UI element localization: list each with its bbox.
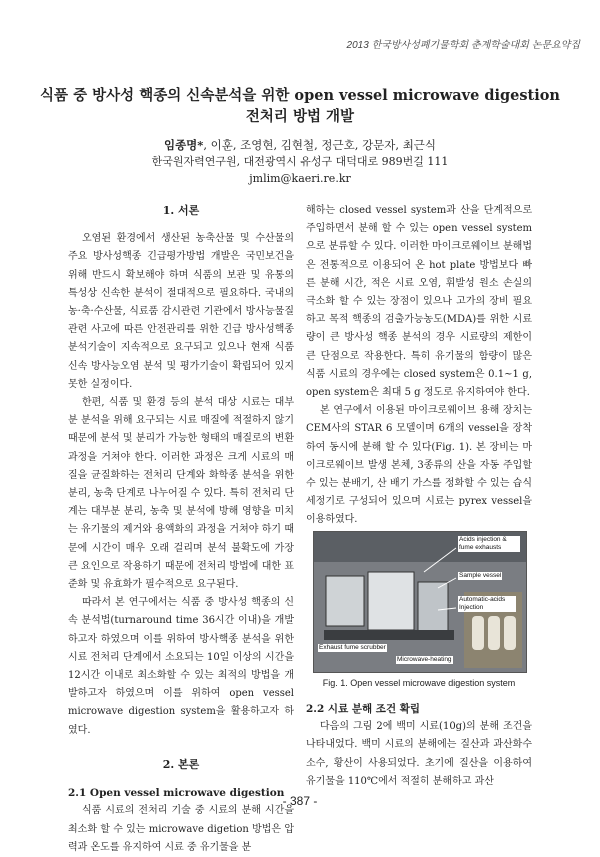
author-email: jmlim@kaeri.re.kr	[249, 172, 351, 185]
subsection-2-1-paragraph: 식품 시료의 전처리 기술 중 시료의 분해 시간을 최소화 할 수 있는 microwave digetion 방법은 압력과 온도를 유지하여 시료 중 유기물을 분	[68, 805, 294, 853]
subsection-heading-2-1: 2.1 Open vessel microwave digestion	[68, 787, 285, 800]
label-acids-injection: Acids injection & fume exhausts	[458, 536, 520, 552]
right-paragraph-2: 본 연구에서 이용된 마이크로웨이브 용해 장치는 CEM사의 STAR 6 모델이며 6개의 vessel을 장착하여 동시에 분해 할 수 있다(Fig. 1). 본 장비는 마이크로웨이브 발생 본체, 3종류의 산을 자동 주입할 수 있는 분배기, 산 배기 가스를 정화할 수 있는 습식세정기로 구성되어 있으며 시료는 pyrex vessel을 이용하였다.	[306, 405, 532, 526]
section-heading-introduction: 1. 서론	[162, 204, 200, 217]
co-authors: , 이훈, 조영현, 김현철, 정근호, 강문자, 최근식	[203, 138, 437, 152]
intro-paragraph-3: 따라서 본 연구에서는 식품 중 방사성 핵종의 신속 분석법(turnaround time 36시간 이내)을 개발하고자 하였으며 이를 위하여 방사핵종 분석을 위한 시료 전처리 단계에서 소요되는 10일 이상의 시간을 12시간 이내로 최소화할 수 있는 최적의 방법을 개발하고자 하였으며 이를 위하여 open vessel microwave digestion system을 활용하고자 하였다.	[68, 597, 294, 736]
section-heading-main: 2. 본론	[162, 757, 200, 771]
figure-caption: Fig. 1. Open vessel microwave digestion system	[322, 678, 516, 688]
page-number: - 387 -	[282, 794, 318, 808]
paper-title-line2: 전처리 방법 개발	[245, 108, 355, 125]
subsection-2-2-paragraph: 다음의 그림 2에 백미 시료(10g)의 분해 조건을 나타내었다. 백미 시료의 분해에는 질산과 과산화수소수, 황산이 사용되었다. 초기에 질산을 이용하여 유기물을 110℃에서 적절히 분해하고 과산	[306, 721, 532, 787]
right-column	[306, 202, 532, 530]
figure-photo	[313, 531, 527, 673]
author-list	[40, 137, 560, 153]
label-sample-vessel: Sample vessel	[459, 572, 502, 579]
intro-paragraph-1: 오염된 환경에서 생산된 농축산물 및 수산물의 주요 방사성핵종 긴급평가방법 개발은 국민보건을 위해 반드시 확보해야 하며 식품의 보관 및 유통의 특성상 신속한 분석이 절대적으로 필요하다. 국내의 농·축·수산물, 식료품 감시관련 기관에서 방사능물질 관련 사고에 따른 안전관리를 위한 긴급 방사성핵종 분석기술이 지속적으로 요구되고 있으나 현재 식품 신속 방사능오염 분석 및 평가기술이 확립되어 있지 못한 실정이다.	[68, 233, 294, 390]
paper-title-line1: 식품 중 방사성 핵종의 신속분석을 위한 open vessel microwave digestion	[40, 87, 560, 104]
label-automatic-acids: Automatic-acids Injection	[458, 596, 516, 612]
subsection-heading-2-2: 2.2 시료 분해 조건 확립	[306, 703, 421, 715]
label-microwave-heating: Microwave-heating	[397, 656, 452, 663]
intro-paragraph-2: 한편, 식품 및 환경 등의 분석 대상 시료는 대부분 분석을 위해 요구되는 시료 매질에 적절하지 않기 때문에 분석 및 분리가 가능한 형태의 매질로의 변환 과정을 거쳐야 한다. 이러한 과정은 크게 시료의 매질을 균질화하는 전처리 단계와 화학종 분석을 위한 분리, 농축 단계로 나누어질 수 있다. 특히 전처리 단계는 대부분 분리, 농축 및 분석에 방해 영향을 미치는 유기물의 제거와 용액화의 과정을 거쳐야 하기 때문에 시간이 매우 오래 걸리며 분석 불확도에 가장 큰 요인으로 작용하기 때문에 전처리 방법에 대한 표준화 및 유효화가 필수적으로 요구된다.	[68, 397, 294, 591]
label-exhaust-scrubber: Exhaust fume scrubber	[319, 644, 386, 651]
affiliation: 한국원자력연구원, 대전광역시 유성구 대덕대로 989번길 111	[151, 155, 449, 168]
right-column-lower	[306, 700, 532, 791]
lead-author: 임종명*	[163, 138, 204, 152]
left-column	[68, 202, 294, 857]
right-paragraph-1: 해하는 closed vessel system과 산을 단계적으로 주입하면서 분해 할 수 있는 open vessel system으로 분류할 수 있다. 이러한 마이크로웨이브 분해법은 전통적으로 이용되어 온 hot plate 방법보다 빠른 분해 시간, 적은 시료 오염, 휘발성 원소 손실의 극소화 할 수 있는 장점이 있으나 고가의 장비 필요하고 목적 핵종의 검출가능농도(MDA)를 위한 시료량이 큰 방사성 핵종 분석의 경우 시료량의 제한이 큰 단점으로 작용한다. 특히 유기물의 함량이 많은 식품 시료의 경우에는 closed system은 0.1~1 g, open system은 최대 5 g 정도로 유지하여야 한다.	[306, 205, 532, 399]
running-header: 2013 한국방사성폐기물학회 춘계학술대회 논문요약집	[346, 40, 580, 51]
